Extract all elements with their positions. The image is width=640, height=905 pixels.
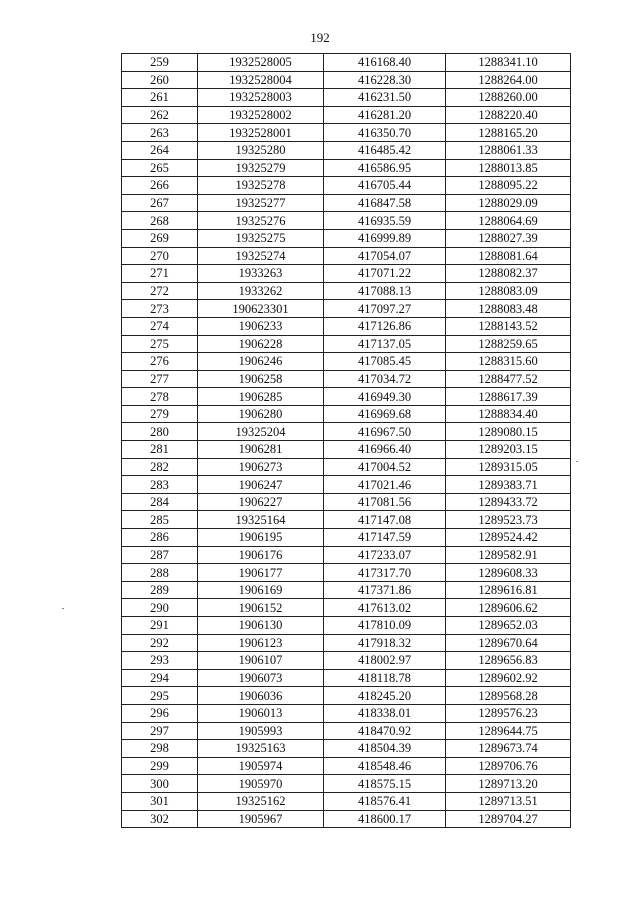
page-number: 192 <box>310 30 330 45</box>
point-id-cell: 1933262 <box>198 282 324 300</box>
y-coordinate-cell: 1289203.15 <box>446 441 571 459</box>
row-index-cell: 288 <box>122 564 198 582</box>
table-row <box>122 740 571 758</box>
point-id-cell: 19325280 <box>198 141 324 159</box>
y-coordinate-cell: 1289713.51 <box>446 792 571 810</box>
table-row <box>122 335 571 353</box>
y-coordinate-cell: 1288259.65 <box>446 335 571 353</box>
point-id-cell: 1932528004 <box>198 71 324 89</box>
row-index-cell: 279 <box>122 405 198 423</box>
y-coordinate-cell: 1289524.42 <box>446 529 571 547</box>
table-row <box>122 704 571 722</box>
row-index-cell: 267 <box>122 194 198 212</box>
point-id-cell: 1906177 <box>198 564 324 582</box>
point-id-cell: 19325276 <box>198 212 324 230</box>
point-id-cell: 1905974 <box>198 757 324 775</box>
x-coordinate-cell: 418470.92 <box>324 722 446 740</box>
point-id-cell: 19325277 <box>198 194 324 212</box>
x-coordinate-cell: 417233.07 <box>324 546 446 564</box>
table-row <box>122 581 571 599</box>
table-row <box>122 353 571 371</box>
scan-mark <box>62 608 64 609</box>
point-id-cell: 190623301 <box>198 300 324 318</box>
point-id-cell: 1906258 <box>198 370 324 388</box>
y-coordinate-cell: 1289602.92 <box>446 669 571 687</box>
x-coordinate-cell: 416967.50 <box>324 423 446 441</box>
row-index-cell: 282 <box>122 458 198 476</box>
row-index-cell: 300 <box>122 775 198 793</box>
point-id-cell: 1906228 <box>198 335 324 353</box>
y-coordinate-cell: 1289673.74 <box>446 740 571 758</box>
table-row <box>122 652 571 670</box>
y-coordinate-cell: 1288143.52 <box>446 317 571 335</box>
table-row <box>122 177 571 195</box>
table-row <box>122 300 571 318</box>
table-row <box>122 441 571 459</box>
y-coordinate-cell: 1289670.64 <box>446 634 571 652</box>
y-coordinate-cell: 1288081.64 <box>446 247 571 265</box>
point-id-cell: 1906176 <box>198 546 324 564</box>
x-coordinate-cell: 418600.17 <box>324 810 446 828</box>
point-id-cell: 19325279 <box>198 159 324 177</box>
y-coordinate-cell: 1288013.85 <box>446 159 571 177</box>
x-coordinate-cell: 416231.50 <box>324 89 446 107</box>
table-row <box>122 229 571 247</box>
x-coordinate-cell: 418504.39 <box>324 740 446 758</box>
point-id-cell: 1906273 <box>198 458 324 476</box>
point-id-cell: 1906281 <box>198 441 324 459</box>
row-index-cell: 262 <box>122 106 198 124</box>
x-coordinate-cell: 416281.20 <box>324 106 446 124</box>
point-id-cell: 1933263 <box>198 265 324 283</box>
point-id-cell: 1906246 <box>198 353 324 371</box>
point-id-cell: 19325164 <box>198 511 324 529</box>
point-id-cell: 1906036 <box>198 687 324 705</box>
row-index-cell: 272 <box>122 282 198 300</box>
y-coordinate-cell: 1289606.62 <box>446 599 571 617</box>
x-coordinate-cell: 418575.15 <box>324 775 446 793</box>
y-coordinate-cell: 1289568.28 <box>446 687 571 705</box>
row-index-cell: 265 <box>122 159 198 177</box>
y-coordinate-cell: 1288095.22 <box>446 177 571 195</box>
table-row <box>122 722 571 740</box>
y-coordinate-cell: 1288617.39 <box>446 388 571 406</box>
x-coordinate-cell: 416847.58 <box>324 194 446 212</box>
x-coordinate-cell: 417004.52 <box>324 458 446 476</box>
x-coordinate-cell: 417034.72 <box>324 370 446 388</box>
row-index-cell: 271 <box>122 265 198 283</box>
point-id-cell: 19325163 <box>198 740 324 758</box>
x-coordinate-cell: 416949.30 <box>324 388 446 406</box>
row-index-cell: 261 <box>122 89 198 107</box>
table-row <box>122 141 571 159</box>
table-row <box>122 792 571 810</box>
row-index-cell: 278 <box>122 388 198 406</box>
y-coordinate-cell: 1289656.83 <box>446 652 571 670</box>
point-id-cell: 1932528003 <box>198 89 324 107</box>
x-coordinate-cell: 417918.32 <box>324 634 446 652</box>
point-id-cell: 19325274 <box>198 247 324 265</box>
x-coordinate-cell: 417147.59 <box>324 529 446 547</box>
x-coordinate-cell: 418002.97 <box>324 652 446 670</box>
table-row <box>122 159 571 177</box>
row-index-cell: 281 <box>122 441 198 459</box>
table-body <box>122 54 571 828</box>
x-coordinate-cell: 416969.68 <box>324 405 446 423</box>
x-coordinate-cell: 416485.42 <box>324 141 446 159</box>
table-row <box>122 54 571 72</box>
x-coordinate-cell: 418548.46 <box>324 757 446 775</box>
table-row <box>122 247 571 265</box>
row-index-cell: 290 <box>122 599 198 617</box>
y-coordinate-cell: 1289383.71 <box>446 476 571 494</box>
row-index-cell: 273 <box>122 300 198 318</box>
coordinates-table <box>121 53 571 828</box>
y-coordinate-cell: 1288061.33 <box>446 141 571 159</box>
y-coordinate-cell: 1288220.40 <box>446 106 571 124</box>
table-row <box>122 634 571 652</box>
row-index-cell: 283 <box>122 476 198 494</box>
y-coordinate-cell: 1289523.73 <box>446 511 571 529</box>
point-id-cell: 1906130 <box>198 617 324 635</box>
row-index-cell: 284 <box>122 493 198 511</box>
point-id-cell: 1906107 <box>198 652 324 670</box>
row-index-cell: 275 <box>122 335 198 353</box>
table-row <box>122 810 571 828</box>
row-index-cell: 301 <box>122 792 198 810</box>
x-coordinate-cell: 417021.46 <box>324 476 446 494</box>
point-id-cell: 1906169 <box>198 581 324 599</box>
table-row <box>122 775 571 793</box>
x-coordinate-cell: 418118.78 <box>324 669 446 687</box>
table-row <box>122 599 571 617</box>
y-coordinate-cell: 1289706.76 <box>446 757 571 775</box>
x-coordinate-cell: 417137.05 <box>324 335 446 353</box>
x-coordinate-cell: 416350.70 <box>324 124 446 142</box>
point-id-cell: 1906123 <box>198 634 324 652</box>
y-coordinate-cell: 1289644.75 <box>446 722 571 740</box>
x-coordinate-cell: 417081.56 <box>324 493 446 511</box>
point-id-cell: 1906013 <box>198 704 324 722</box>
row-index-cell: 263 <box>122 124 198 142</box>
y-coordinate-cell: 1289704.27 <box>446 810 571 828</box>
point-id-cell: 1905967 <box>198 810 324 828</box>
table-row <box>122 687 571 705</box>
y-coordinate-cell: 1289608.33 <box>446 564 571 582</box>
table-row <box>122 546 571 564</box>
row-index-cell: 269 <box>122 229 198 247</box>
row-index-cell: 259 <box>122 54 198 72</box>
table-row <box>122 317 571 335</box>
x-coordinate-cell: 418245.20 <box>324 687 446 705</box>
point-id-cell: 19325275 <box>198 229 324 247</box>
row-index-cell: 298 <box>122 740 198 758</box>
table-row <box>122 669 571 687</box>
row-index-cell: 266 <box>122 177 198 195</box>
x-coordinate-cell: 416168.40 <box>324 54 446 72</box>
x-coordinate-cell: 418576.41 <box>324 792 446 810</box>
row-index-cell: 293 <box>122 652 198 670</box>
row-index-cell: 276 <box>122 353 198 371</box>
y-coordinate-cell: 1288264.00 <box>446 71 571 89</box>
x-coordinate-cell: 417085.45 <box>324 353 446 371</box>
x-coordinate-cell: 416935.59 <box>324 212 446 230</box>
y-coordinate-cell: 1288083.48 <box>446 300 571 318</box>
row-index-cell: 264 <box>122 141 198 159</box>
row-index-cell: 274 <box>122 317 198 335</box>
y-coordinate-cell: 1289433.72 <box>446 493 571 511</box>
y-coordinate-cell: 1289652.03 <box>446 617 571 635</box>
y-coordinate-cell: 1288027.39 <box>446 229 571 247</box>
row-index-cell: 280 <box>122 423 198 441</box>
x-coordinate-cell: 416705.44 <box>324 177 446 195</box>
y-coordinate-cell: 1288341.10 <box>446 54 571 72</box>
x-coordinate-cell: 416586.95 <box>324 159 446 177</box>
row-index-cell: 292 <box>122 634 198 652</box>
y-coordinate-cell: 1288165.20 <box>446 124 571 142</box>
point-id-cell: 1932528005 <box>198 54 324 72</box>
point-id-cell: 1905970 <box>198 775 324 793</box>
y-coordinate-cell: 1289582.91 <box>446 546 571 564</box>
table-row <box>122 370 571 388</box>
row-index-cell: 286 <box>122 529 198 547</box>
point-id-cell: 1906247 <box>198 476 324 494</box>
row-index-cell: 295 <box>122 687 198 705</box>
table-row <box>122 388 571 406</box>
table-row <box>122 89 571 107</box>
point-id-cell: 19325162 <box>198 792 324 810</box>
row-index-cell: 291 <box>122 617 198 635</box>
y-coordinate-cell: 1289315.05 <box>446 458 571 476</box>
y-coordinate-cell: 1289713.20 <box>446 775 571 793</box>
x-coordinate-cell: 417147.08 <box>324 511 446 529</box>
table-row <box>122 106 571 124</box>
point-id-cell: 1905993 <box>198 722 324 740</box>
x-coordinate-cell: 416966.40 <box>324 441 446 459</box>
point-id-cell: 1906233 <box>198 317 324 335</box>
point-id-cell: 19325204 <box>198 423 324 441</box>
point-id-cell: 1932528002 <box>198 106 324 124</box>
table-row <box>122 493 571 511</box>
table-row <box>122 564 571 582</box>
x-coordinate-cell: 418338.01 <box>324 704 446 722</box>
x-coordinate-cell: 417371.86 <box>324 581 446 599</box>
row-index-cell: 260 <box>122 71 198 89</box>
y-coordinate-cell: 1288834.40 <box>446 405 571 423</box>
point-id-cell: 1906152 <box>198 599 324 617</box>
table-row <box>122 511 571 529</box>
row-index-cell: 270 <box>122 247 198 265</box>
x-coordinate-cell: 416999.89 <box>324 229 446 247</box>
x-coordinate-cell: 417810.09 <box>324 617 446 635</box>
x-coordinate-cell: 417088.13 <box>324 282 446 300</box>
y-coordinate-cell: 1288082.37 <box>446 265 571 283</box>
row-index-cell: 302 <box>122 810 198 828</box>
table-row <box>122 71 571 89</box>
row-index-cell: 277 <box>122 370 198 388</box>
y-coordinate-cell: 1288064.69 <box>446 212 571 230</box>
row-index-cell: 299 <box>122 757 198 775</box>
row-index-cell: 285 <box>122 511 198 529</box>
point-id-cell: 1906280 <box>198 405 324 423</box>
x-coordinate-cell: 417097.27 <box>324 300 446 318</box>
table-row <box>122 617 571 635</box>
point-id-cell: 1906285 <box>198 388 324 406</box>
table-row <box>122 476 571 494</box>
y-coordinate-cell: 1289616.81 <box>446 581 571 599</box>
y-coordinate-cell: 1288083.09 <box>446 282 571 300</box>
point-id-cell: 1906073 <box>198 669 324 687</box>
row-index-cell: 296 <box>122 704 198 722</box>
table-row <box>122 282 571 300</box>
y-coordinate-cell: 1288315.60 <box>446 353 571 371</box>
table-row <box>122 423 571 441</box>
x-coordinate-cell: 417071.22 <box>324 265 446 283</box>
point-id-cell: 1906195 <box>198 529 324 547</box>
x-coordinate-cell: 417317.70 <box>324 564 446 582</box>
point-id-cell: 1906227 <box>198 493 324 511</box>
table-row <box>122 265 571 283</box>
row-index-cell: 287 <box>122 546 198 564</box>
x-coordinate-cell: 417126.86 <box>324 317 446 335</box>
row-index-cell: 294 <box>122 669 198 687</box>
y-coordinate-cell: 1288477.52 <box>446 370 571 388</box>
x-coordinate-cell: 416228.30 <box>324 71 446 89</box>
table-row <box>122 405 571 423</box>
table-row <box>122 124 571 142</box>
scan-mark <box>576 461 578 462</box>
y-coordinate-cell: 1289080.15 <box>446 423 571 441</box>
row-index-cell: 268 <box>122 212 198 230</box>
y-coordinate-cell: 1289576.23 <box>446 704 571 722</box>
y-coordinate-cell: 1288260.00 <box>446 89 571 107</box>
row-index-cell: 289 <box>122 581 198 599</box>
point-id-cell: 1932528001 <box>198 124 324 142</box>
x-coordinate-cell: 417054.07 <box>324 247 446 265</box>
row-index-cell: 297 <box>122 722 198 740</box>
table-row <box>122 757 571 775</box>
x-coordinate-cell: 417613.02 <box>324 599 446 617</box>
table-row <box>122 529 571 547</box>
y-coordinate-cell: 1288029.09 <box>446 194 571 212</box>
table-row <box>122 212 571 230</box>
table-row <box>122 458 571 476</box>
point-id-cell: 19325278 <box>198 177 324 195</box>
table-row <box>122 194 571 212</box>
